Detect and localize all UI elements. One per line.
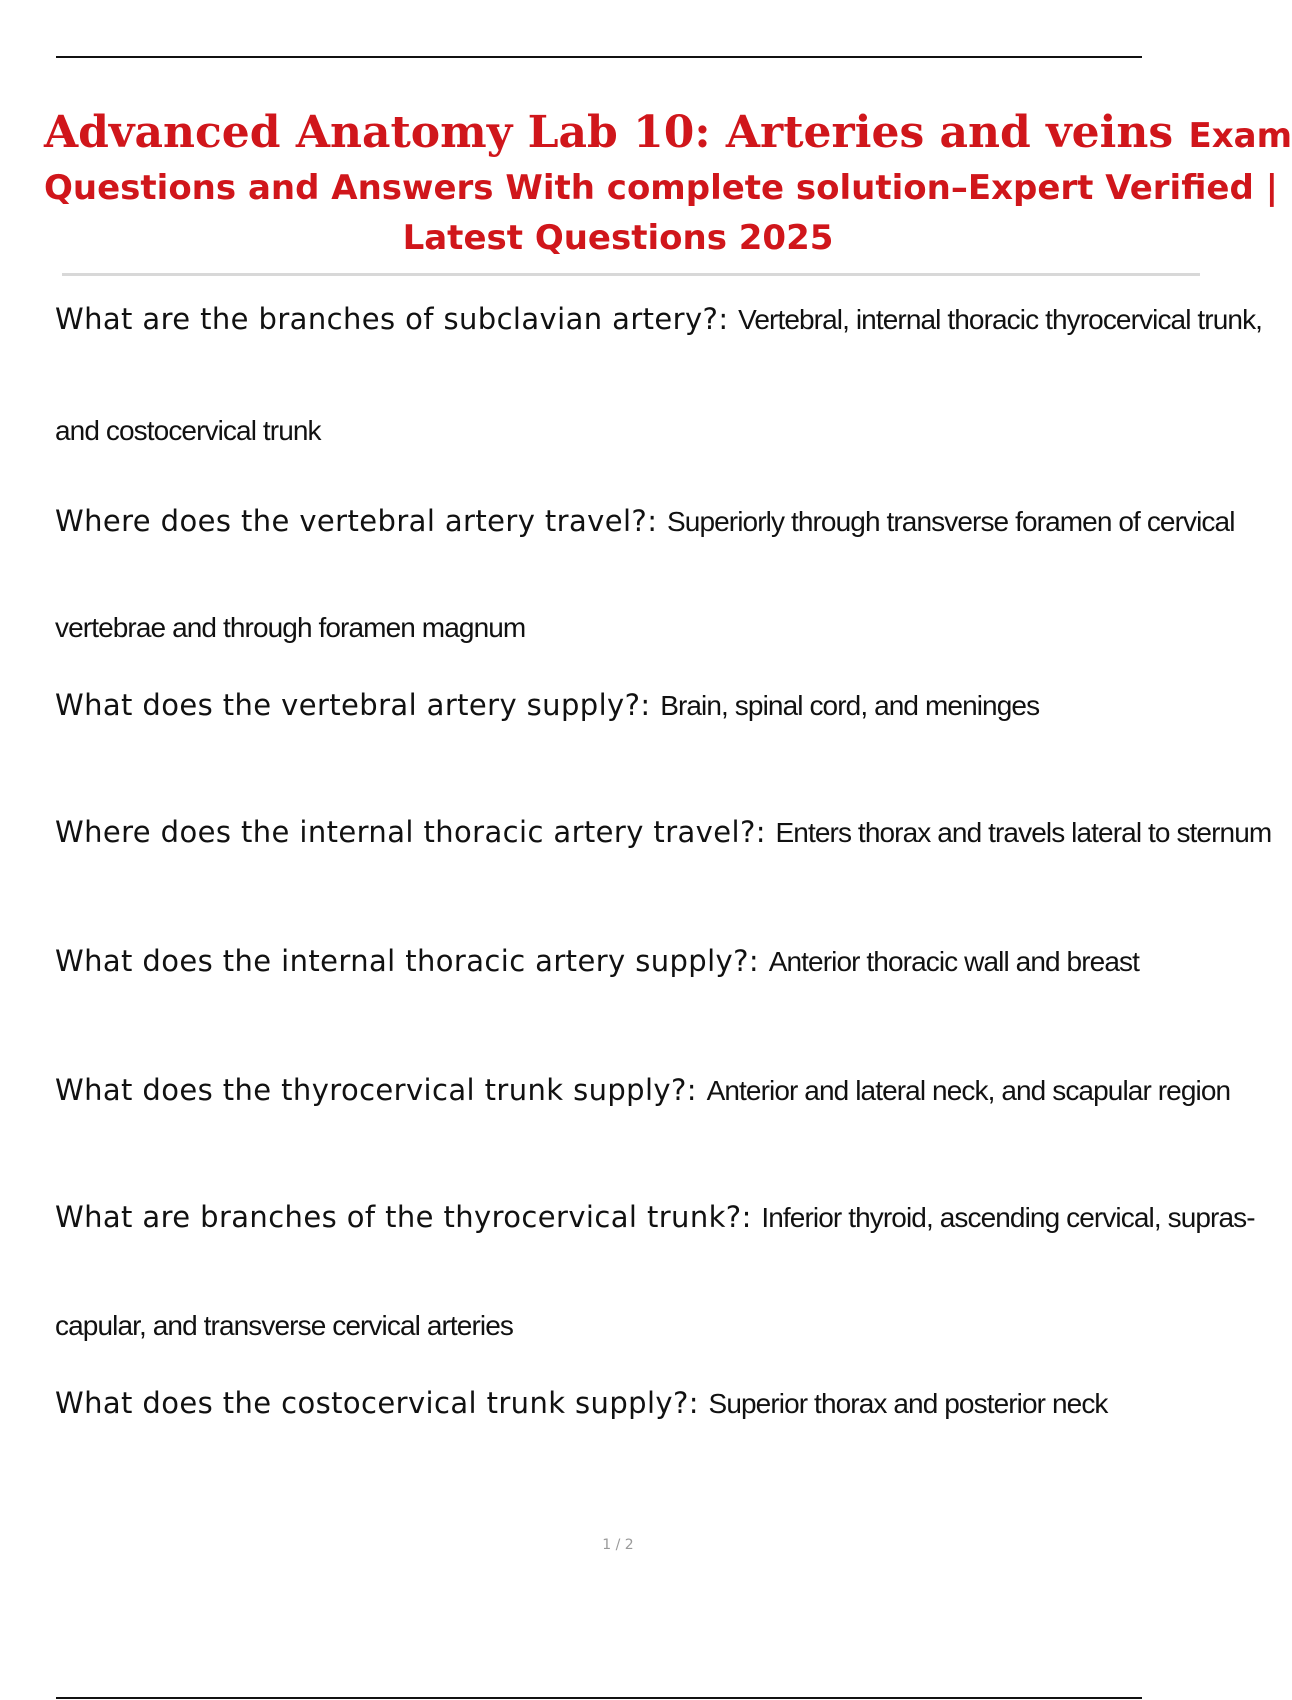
answer-text: Brain, spinal cord, and meninges	[660, 690, 1040, 721]
qa-item	[55, 504, 1235, 538]
question-text: What does the internal thoracic artery supply?:	[55, 944, 769, 978]
answer-text: Anterior and lateral neck, and scapular region	[706, 1075, 1231, 1106]
answer-continuation: and costocervical trunk	[55, 415, 321, 446]
qa-item	[55, 688, 1195, 722]
answer-text: Superiorly through transverse foramen of cervical	[667, 506, 1235, 537]
answer-continuation: vertebrae and through foramen magnum	[55, 612, 526, 643]
qa-item	[55, 944, 1195, 978]
question-text: What are the branches of subclavian artery?:	[55, 302, 739, 336]
qa-item	[55, 815, 1272, 849]
bottom-rule	[56, 1697, 1142, 1699]
title-line-3: Latest Questions 2025	[402, 218, 834, 258]
page-number: 1 / 2	[602, 1537, 634, 1553]
question-text: Where does the internal thoracic artery travel?:	[55, 815, 776, 849]
answer-text: Anterior thoracic wall and breast	[768, 946, 1139, 977]
title-line-2: Questions and Answers With complete solution–Expert Verified |	[44, 168, 1279, 208]
question-text: What are branches of the thyrocervical trunk?:	[55, 1200, 762, 1234]
answer-continuation: capular, and transverse cervical arteries	[55, 1310, 513, 1341]
title-exam: Exam	[1188, 116, 1292, 156]
title-line-1	[44, 106, 1292, 163]
qa-item	[55, 1073, 1231, 1107]
question-text: What does the thyrocervical trunk supply?:	[55, 1073, 707, 1107]
question-text: What does the costocervical trunk supply?:	[55, 1386, 709, 1420]
answer-text: Vertebral, internal thoracic thyrocervical trunk,	[738, 304, 1263, 335]
question-text: What does the vertebral artery supply?:	[55, 688, 661, 722]
qa-item	[55, 1200, 1255, 1234]
answer-text: Superior thorax and posterior neck	[708, 1388, 1108, 1419]
title-main: Advanced Anatomy Lab 10: Arteries and veins	[44, 107, 1174, 158]
qa-item	[55, 1386, 1195, 1420]
document-title	[44, 106, 1292, 263]
answer-text: Inferior thyroid, ascending cervical, supras-	[761, 1202, 1255, 1233]
top-rule	[56, 56, 1142, 58]
answer-text: Enters thorax and travels lateral to sternum	[775, 817, 1272, 848]
qa-item	[55, 302, 1263, 336]
title-divider	[62, 273, 1200, 276]
question-text: Where does the vertebral artery travel?:	[55, 504, 668, 538]
